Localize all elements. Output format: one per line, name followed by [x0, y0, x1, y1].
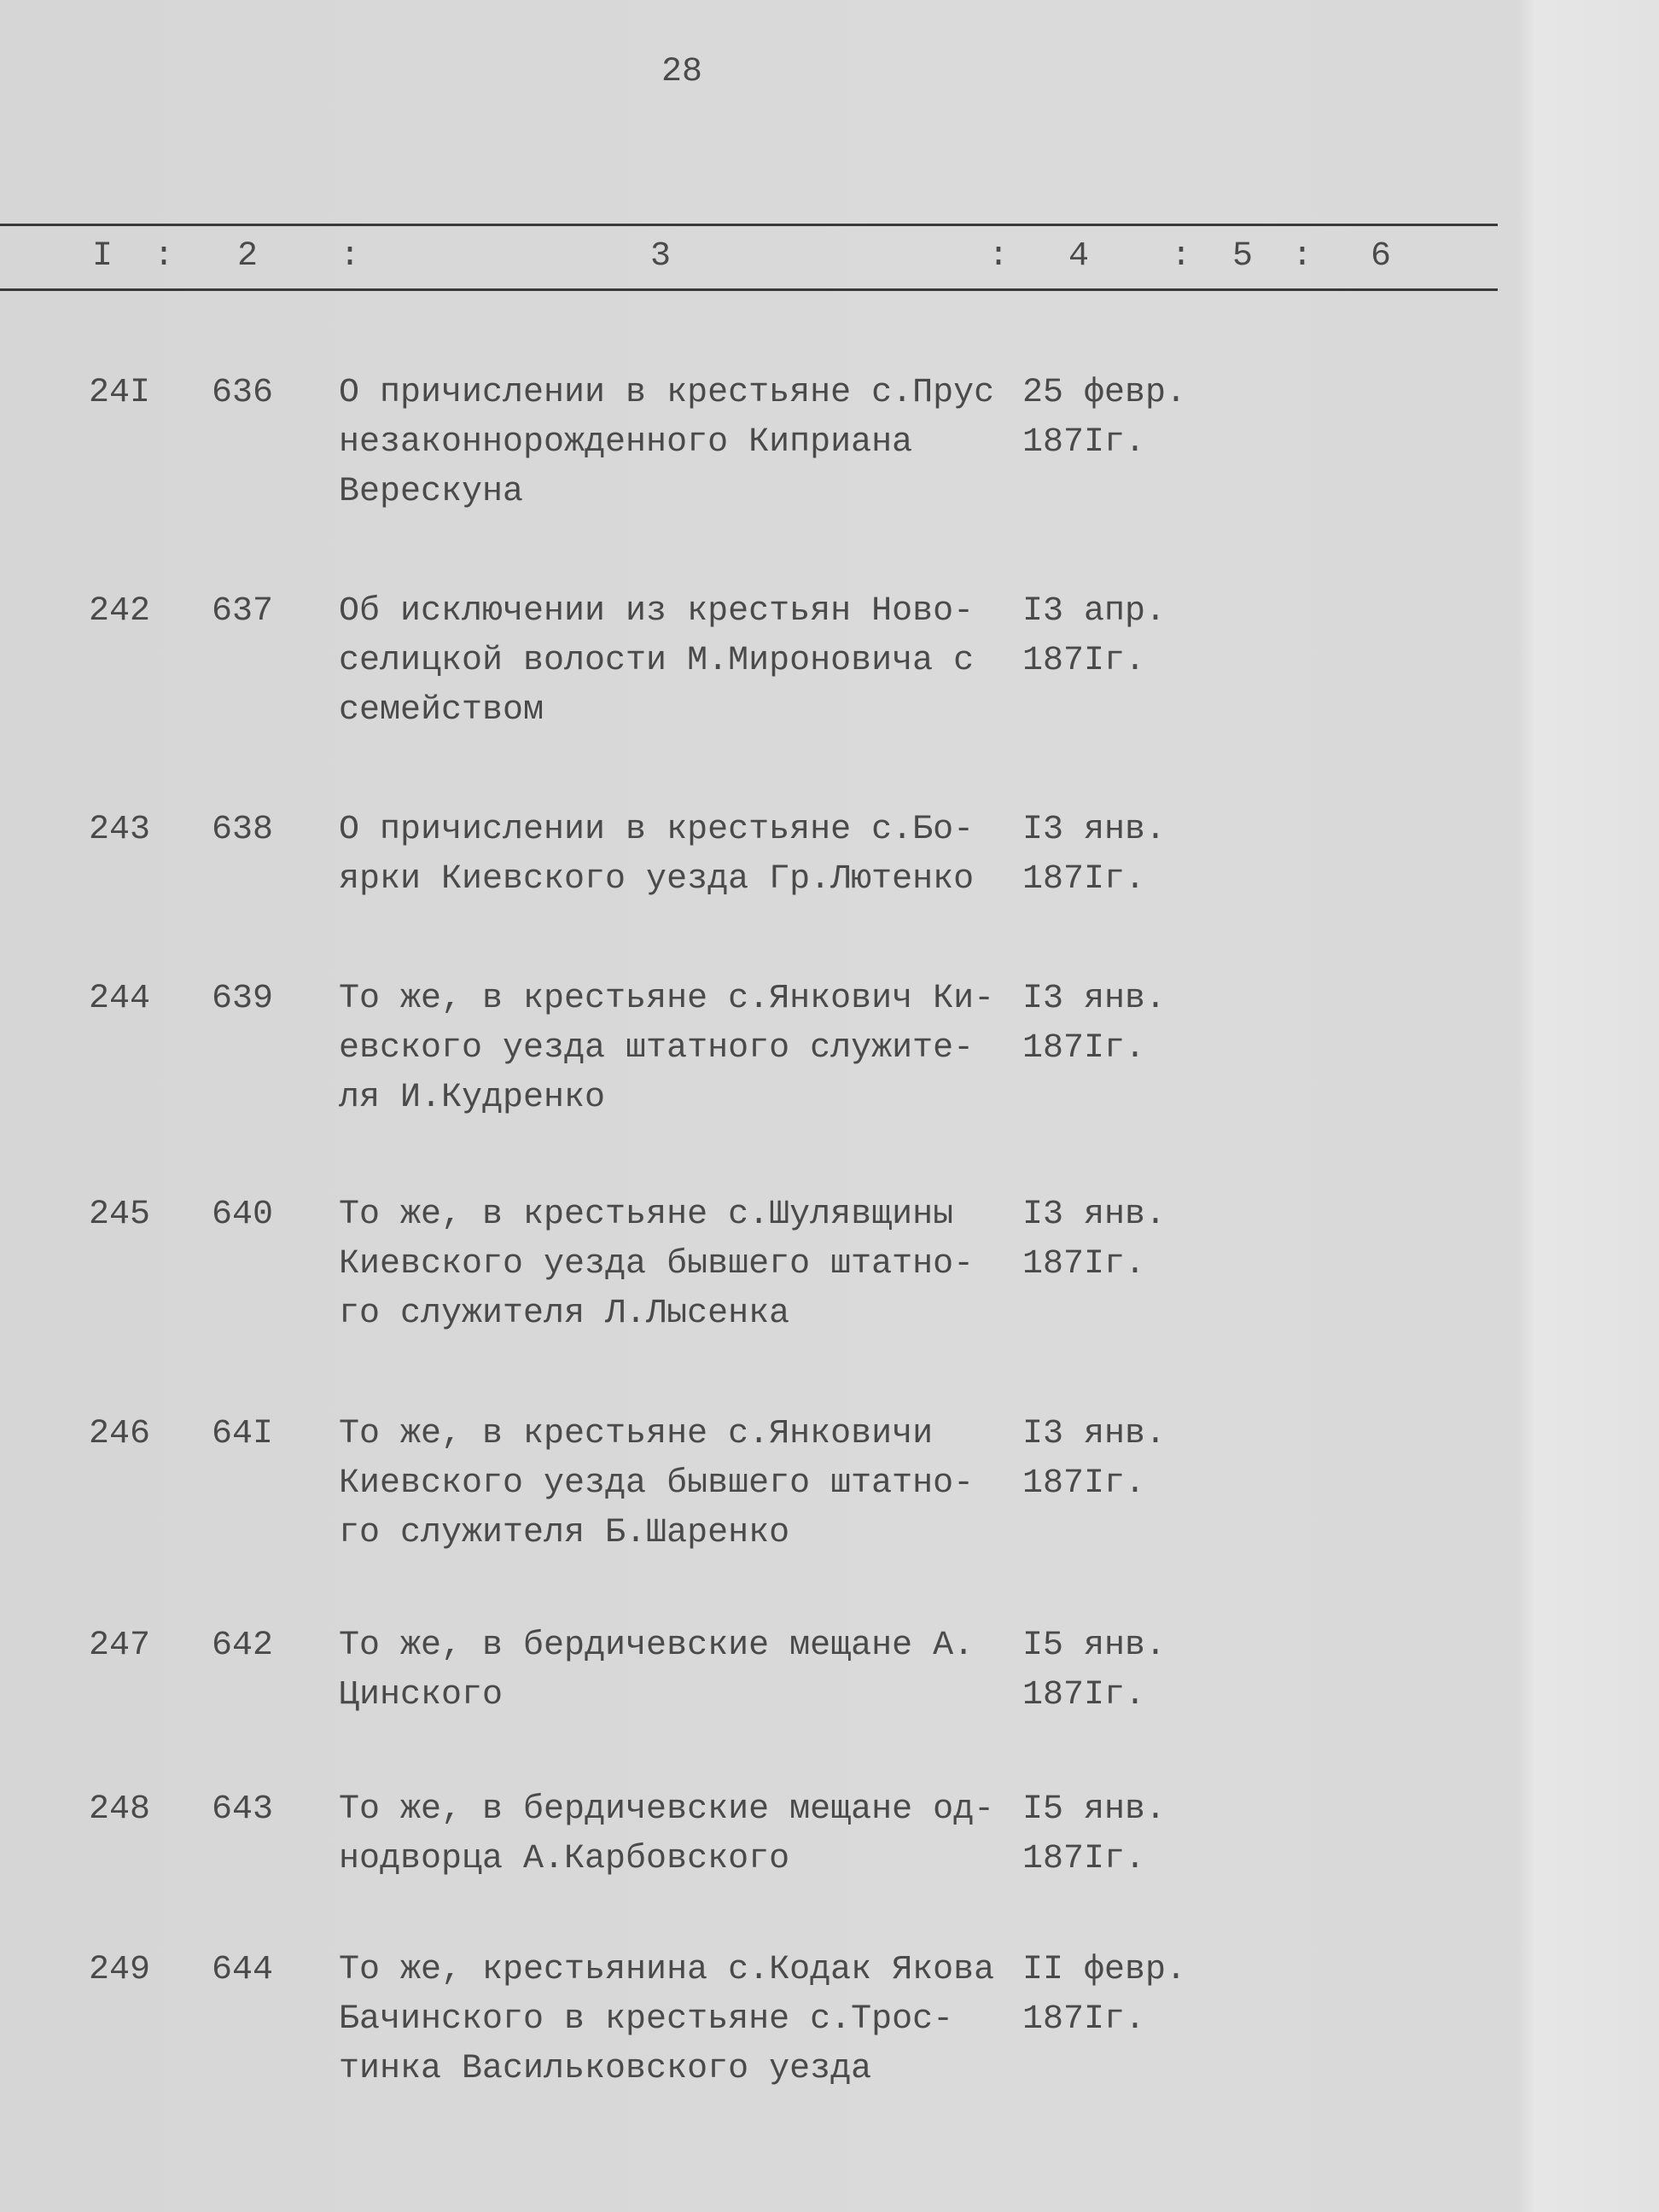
entry-title	[339, 806, 974, 905]
column-header-3: 3	[650, 237, 672, 276]
entry-title	[339, 1410, 974, 1558]
file-number: 639	[212, 980, 274, 1018]
title-line: Об исключении из крестьян Ново-	[339, 592, 975, 631]
header-top-rule	[0, 224, 1498, 226]
date-line: I3 янв.	[1022, 1196, 1167, 1234]
date-line: II февр.	[1022, 1951, 1187, 1989]
title-line: То же, в крестьяне с.Янковичи	[339, 1415, 934, 1453]
entry-date	[1022, 1410, 1166, 1509]
title-line: То же, в бердичевские мещане од-	[339, 1790, 995, 1829]
date-line: I3 янв.	[1022, 811, 1167, 849]
entry-date	[1022, 1785, 1166, 1884]
date-line: 187Iг.	[1022, 1464, 1146, 1503]
date-line: 187Iг.	[1022, 423, 1146, 462]
date-line: 187Iг.	[1022, 1840, 1146, 1878]
title-line: Верескуна	[339, 473, 524, 511]
title-line: семейством	[339, 691, 544, 730]
column-separator: :	[1292, 237, 1313, 276]
date-line: 187Iг.	[1022, 860, 1146, 899]
column-separator: :	[340, 237, 361, 276]
file-number: 637	[212, 592, 274, 631]
entry-number: 248	[89, 1790, 151, 1829]
date-line: I5 янв.	[1022, 1790, 1167, 1829]
entry-date	[1022, 369, 1186, 468]
entry-number: 249	[89, 1951, 151, 1989]
file-number: 642	[212, 1627, 274, 1665]
entry-title	[339, 1621, 974, 1720]
entry-title	[339, 975, 994, 1123]
column-header-5: 5	[1232, 237, 1254, 276]
column-header-4: 4	[1068, 237, 1090, 276]
date-line: 187Iг.	[1022, 1676, 1146, 1714]
file-number: 636	[212, 374, 274, 412]
file-number: 643	[212, 1790, 274, 1829]
entry-title	[339, 587, 974, 736]
entry-number: 244	[89, 980, 151, 1018]
date-line: I5 янв.	[1022, 1627, 1167, 1665]
entry-date	[1022, 806, 1166, 905]
entry-date	[1022, 975, 1166, 1074]
column-separator: :	[1171, 237, 1192, 276]
title-line: Цинского	[339, 1676, 504, 1714]
entry-date	[1022, 1946, 1186, 2045]
date-line: I3 апр.	[1022, 592, 1167, 631]
title-line: То же, крестьянина с.Кодак Якова	[339, 1951, 995, 1989]
date-line: 187Iг.	[1022, 2000, 1146, 2039]
entry-title	[339, 1190, 974, 1339]
entry-date	[1022, 1190, 1166, 1289]
column-header-1: I	[92, 237, 114, 276]
title-line: О причислении в крестьяне с.Бо-	[339, 811, 975, 849]
title-line: нодворца А.Карбовского	[339, 1840, 790, 1878]
title-line: ярки Киевского уезда Гр.Лютенко	[339, 860, 975, 899]
title-line: Киевского уезда бывшего штатно-	[339, 1245, 975, 1284]
title-line: незаконнорожденного Киприана	[339, 423, 913, 462]
entry-number: 246	[89, 1415, 151, 1453]
file-number: 640	[212, 1196, 274, 1234]
title-line: Бачинского в крестьяне с.Трос-	[339, 2000, 954, 2039]
column-separator: :	[988, 237, 1010, 276]
date-line: 187Iг.	[1022, 642, 1146, 680]
entry-number: 243	[89, 811, 151, 849]
column-separator: :	[154, 237, 175, 276]
date-line: I3 янв.	[1022, 980, 1167, 1018]
date-line: 187Iг.	[1022, 1029, 1146, 1068]
entry-title	[339, 1785, 994, 1884]
entry-number: 247	[89, 1627, 151, 1665]
title-line: евского уезда штатного служите-	[339, 1029, 975, 1068]
entry-number: 24I	[89, 374, 151, 412]
title-line: ля И.Кудренко	[339, 1079, 606, 1117]
title-line: О причислении в крестьяне с.Прус	[339, 374, 995, 412]
date-line: 187Iг.	[1022, 1245, 1146, 1284]
header-bottom-rule	[0, 288, 1498, 291]
title-line: го служителя Л.Лысенка	[339, 1295, 790, 1333]
title-line: го служителя Б.Шаренко	[339, 1514, 790, 1552]
file-number: 638	[212, 811, 274, 849]
title-line: То же, в крестьяне с.Шулявщины	[339, 1196, 954, 1234]
entry-date	[1022, 1621, 1166, 1720]
page-number: 28	[661, 53, 703, 91]
entry-title	[339, 1946, 994, 2094]
entry-number: 242	[89, 592, 151, 631]
title-line: тинка Васильковского уезда	[339, 2050, 872, 2088]
column-header-6: 6	[1371, 237, 1392, 276]
date-line: 25 февр.	[1022, 374, 1187, 412]
title-line: Киевского уезда бывшего штатно-	[339, 1464, 975, 1503]
entry-date	[1022, 587, 1166, 686]
file-number: 644	[212, 1951, 274, 1989]
entry-title	[339, 369, 994, 517]
date-line: I3 янв.	[1022, 1415, 1167, 1453]
title-line: То же, в бердичевские мещане А.	[339, 1627, 975, 1665]
file-number: 64I	[212, 1415, 274, 1453]
title-line: То же, в крестьяне с.Янкович Ки-	[339, 980, 995, 1018]
column-header-2: 2	[237, 237, 259, 276]
title-line: селицкой волости М.Мироновича с	[339, 642, 975, 680]
entry-number: 245	[89, 1196, 151, 1234]
